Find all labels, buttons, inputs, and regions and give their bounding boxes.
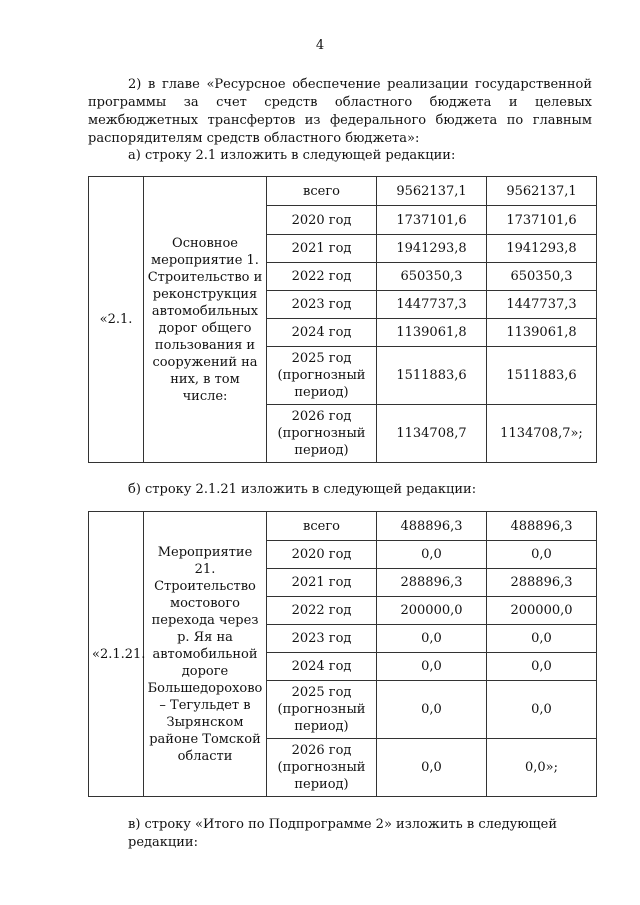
value-cell: 288896,3 [487, 569, 597, 597]
value-cell: 0,0 [487, 681, 597, 739]
value-cell: 0,0 [377, 739, 487, 797]
period-cell: 2026 год (прогнозный период) [267, 405, 377, 463]
value-cell: 488896,3 [487, 512, 597, 541]
value-cell: 200000,0 [487, 597, 597, 625]
value-cell: 650350,3 [377, 263, 487, 291]
period-cell: 2020 год [267, 541, 377, 569]
value-cell: 9562137,1 [487, 177, 597, 206]
period-cell: 2021 год [267, 569, 377, 597]
value-cell: 1139061,8 [487, 319, 597, 347]
value-cell: 1134708,7»; [487, 405, 597, 463]
period-cell: 2020 год [267, 206, 377, 235]
value-cell: 9562137,1 [377, 177, 487, 206]
row-description: Мероприятие 21. Строительство мостового перехода через р. Яя на автомобильной дороге Большедорохово – Тегульдет в Зырянском районе Томской области [144, 512, 267, 797]
value-cell: 650350,3 [487, 263, 597, 291]
value-cell: 488896,3 [377, 512, 487, 541]
row-description: Основное мероприятие 1. Строительство и реконструкция автомобильных дорог общего пользования и сооружений на них, в том числе: [144, 177, 267, 463]
period-cell: всего [267, 177, 377, 206]
value-cell: 0,0 [487, 653, 597, 681]
value-cell: 288896,3 [377, 569, 487, 597]
period-cell: 2024 год [267, 653, 377, 681]
value-cell: 1134708,7 [377, 405, 487, 463]
value-cell: 1447737,3 [377, 291, 487, 319]
value-cell: 0,0 [377, 625, 487, 653]
budget-table-2-1 [88, 176, 597, 463]
value-cell: 1447737,3 [487, 291, 597, 319]
value-cell: 1941293,8 [487, 235, 597, 263]
caption-row-2-1-21: б) строку 2.1.21 изложить в следующей редакции: [128, 482, 477, 497]
period-cell: 2026 год (прогнозный период) [267, 739, 377, 797]
value-cell: 1139061,8 [377, 319, 487, 347]
value-cell: 0,0 [377, 653, 487, 681]
caption-subprogram-total: в) строку «Итого по Подпрограмме 2» изложить в следующей редакции: [128, 817, 557, 850]
period-cell: 2021 год [267, 235, 377, 263]
period-cell: 2023 год [267, 291, 377, 319]
value-cell: 0,0 [377, 681, 487, 739]
period-cell: 2025 год (прогнозный период) [267, 347, 377, 405]
page-number: 4 [315, 38, 325, 53]
period-cell: 2022 год [267, 263, 377, 291]
value-cell: 1941293,8 [377, 235, 487, 263]
period-cell: 2023 год [267, 625, 377, 653]
period-cell: 2024 год [267, 319, 377, 347]
caption-row-2-1: а) строку 2.1 изложить в следующей редакции: [128, 148, 456, 163]
table-row [89, 512, 597, 541]
value-cell: 1511883,6 [487, 347, 597, 405]
value-cell: 1511883,6 [377, 347, 487, 405]
table-row [89, 177, 597, 206]
value-cell: 0,0»; [487, 739, 597, 797]
value-cell: 1737101,6 [487, 206, 597, 235]
intro-paragraph: 2) в главе «Ресурсное обеспечение реализации государственной программы за счет средств областного бюджета и целевых межбюджетных трансфертов из федерального бюджета по главным распорядителям средств областного бюджета»: [88, 77, 592, 146]
value-cell: 0,0 [487, 541, 597, 569]
budget-table-2-1-21 [88, 511, 597, 797]
period-cell: 2022 год [267, 597, 377, 625]
value-cell: 0,0 [377, 541, 487, 569]
period-cell: 2025 год (прогнозный период) [267, 681, 377, 739]
value-cell: 200000,0 [377, 597, 487, 625]
value-cell: 1737101,6 [377, 206, 487, 235]
row-code: «2.1.21. [89, 512, 144, 797]
period-cell: всего [267, 512, 377, 541]
row-code: «2.1. [89, 177, 144, 463]
value-cell: 0,0 [487, 625, 597, 653]
